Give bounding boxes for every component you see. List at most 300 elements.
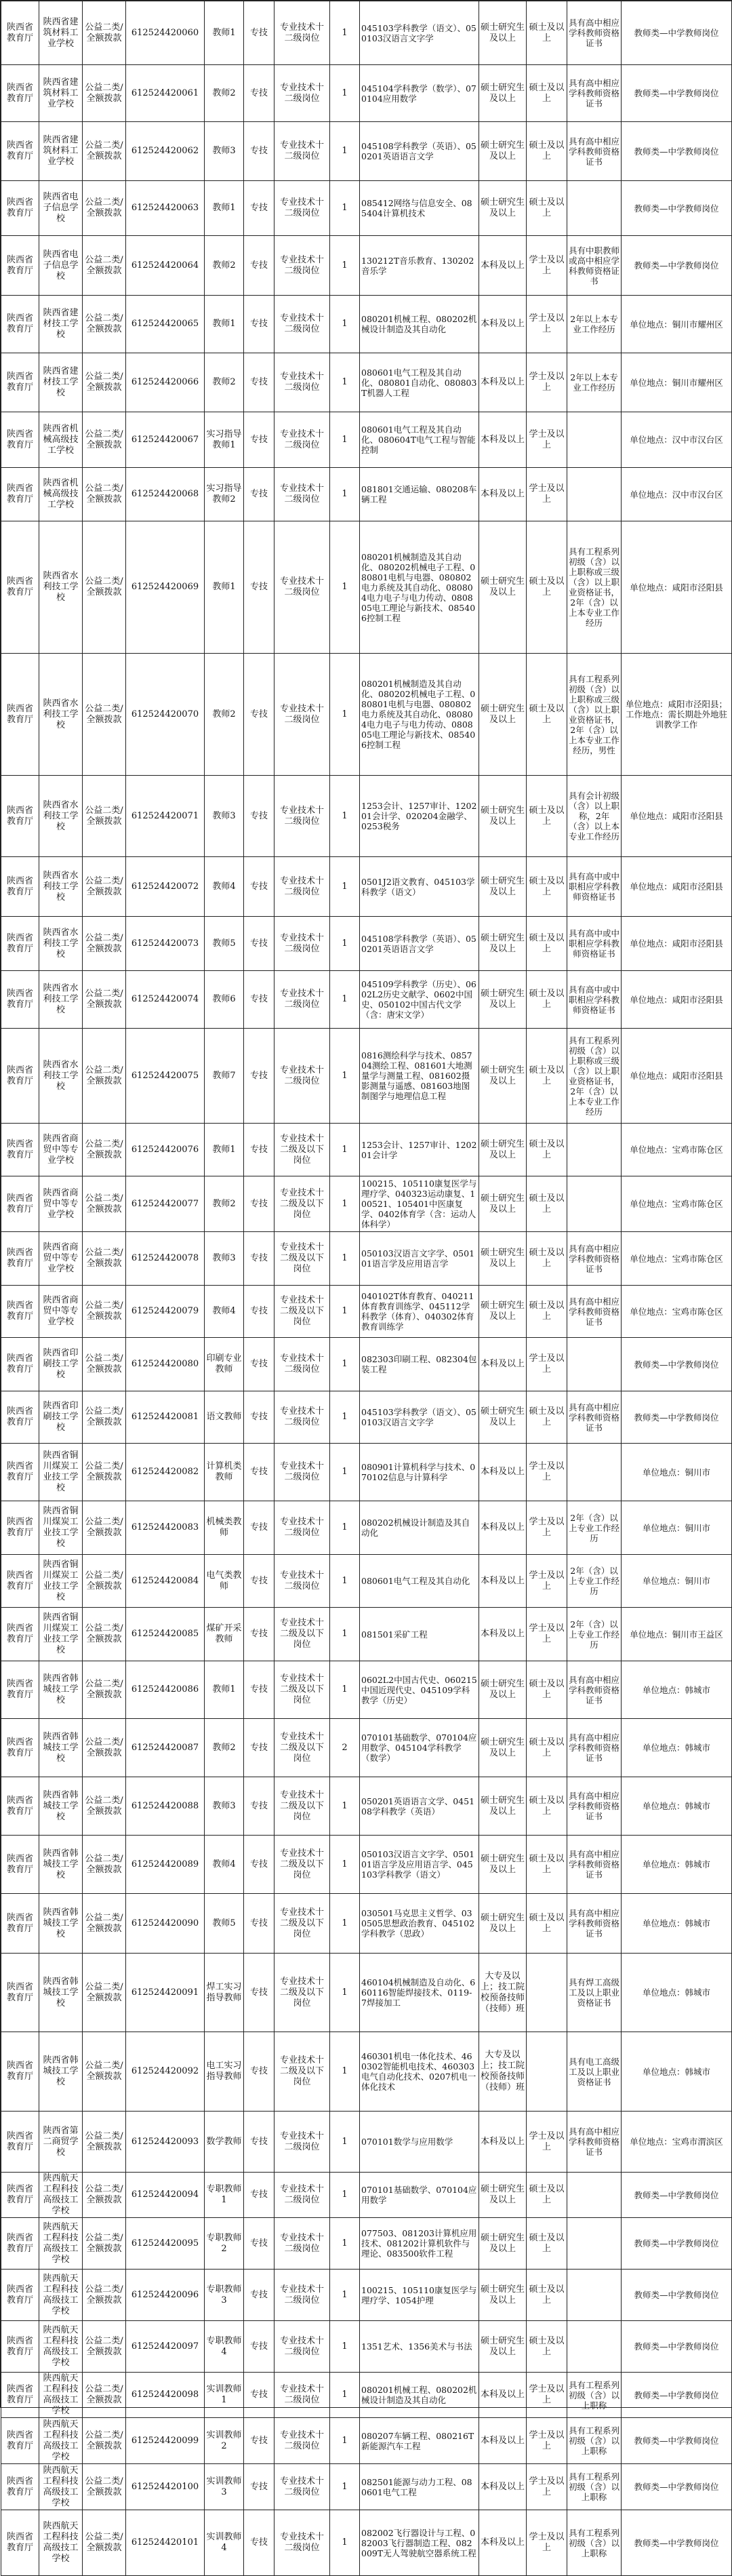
cell-degree: 硕士及以上 [527,971,567,1029]
cell-code: 612524420062 [126,122,205,181]
cell-level: 专业技术十二级及以下岗位 [274,1954,330,2032]
cell-code: 612524420092 [126,2032,205,2112]
cell-nature: 公益二类/全额拨款 [83,353,126,412]
cell-remark: 单位地点：咸阳市泾阳县 [622,521,732,654]
cell-count: 1 [330,2464,360,2510]
cell-unit: 陕西省韩城技工学校 [39,1836,83,1894]
cell-post: 实训教师3 [205,2464,244,2510]
cell-nature: 公益二类/全额拨款 [83,122,126,181]
cell-level: 专业技术十二级岗位 [274,65,330,122]
cell-dept: 陕西省教育厅 [1,468,39,521]
cell-count: 1 [330,1029,360,1124]
cell-count: 1 [330,1555,360,1608]
cell-level: 专业技术十二级岗位 [274,468,330,521]
cell-remark: 单位地点：铜川市耀州区 [622,296,732,353]
cell-level: 专业技术十二级及以下岗位 [274,1286,330,1338]
cell-major: 070101基础数学、070104应用数学、045104学科教学（数学） [360,1719,479,1777]
cell-major: 082501能源与动力工程、080601电气工程 [360,2464,479,2510]
cell-other: 具有工程系列初级（含）以上职称 [567,2464,622,2510]
cell-post: 专职教师1 [205,2173,244,2218]
cell-nature: 公益二类/全额拨款 [83,1501,126,1555]
cell-category: 专技 [244,857,274,917]
table-row [1,971,732,1029]
cell-remark: 单位地点：咸阳市泾阳县；工作地点：需长期赴外地驻训教学工作 [622,654,732,776]
cell-dept: 陕西省教育厅 [1,1608,39,1661]
cell-other [567,2321,622,2373]
cell-edu: 硕士研究生及以上 [479,1029,527,1124]
cell-category: 专技 [244,1954,274,2032]
cell-category: 专技 [244,1444,274,1501]
cell-nature: 公益二类/全额拨款 [83,1,126,65]
cell-unit: 陕西省水利技工学校 [39,971,83,1029]
cell-category: 专技 [244,2173,274,2218]
cell-remark: 教师类—中学教师岗位 [622,2418,732,2464]
table-row [1,353,732,412]
cell-count: 1 [330,122,360,181]
cell-post: 实习指导教师1 [205,412,244,468]
cell-nature: 公益二类/全额拨款 [83,296,126,353]
cell-nature: 公益二类/全额拨款 [83,2032,126,2112]
cell-unit: 陕西省印刷技工学校 [39,1338,83,1391]
cell-degree: 学士及以上 [527,1338,567,1391]
cell-level: 专业技术十二级岗位 [274,2112,330,2173]
cell-code: 612524420094 [126,2173,205,2218]
cell-dept: 陕西省教育厅 [1,1444,39,1501]
cell-other: 2年（含）以上专业工作经历 [567,1501,622,1555]
cell-other: 具有高中相应学科教师资格证书 [567,1719,622,1777]
cell-degree: 硕士及以上 [527,2173,567,2218]
cell-edu: 硕士研究生及以上 [479,971,527,1029]
cell-degree: 硕士及以上 [527,1029,567,1124]
cell-edu: 本科及以上 [479,1501,527,1555]
cell-degree: 硕士及以上 [527,654,567,776]
cell-category: 专技 [244,1176,274,1232]
cell-post: 教师2 [205,1176,244,1232]
cell-count: 1 [330,2418,360,2464]
cell-category: 专技 [244,1555,274,1608]
cell-other: 具有工程系列初级（含）以上职称或三级（含）以上职业资格证书，2年（含）以上本专业工作经历 [567,1029,622,1124]
cell-unit: 陕西省韩城技工学校 [39,1661,83,1719]
cell-edu: 本科及以上 [479,296,527,353]
cell-other: 具有高中或中职相应学科教师资格证书 [567,857,622,917]
cell-unit: 陕西省铜川煤炭工业技工学校 [39,1555,83,1608]
cell-dept: 陕西省教育厅 [1,296,39,353]
cell-code: 612524420074 [126,971,205,1029]
cell-unit: 陕西航天工程科技高级技工学校 [39,2173,83,2218]
cell-post: 教师1 [205,181,244,236]
cell-remark: 教师类—中学教师岗位 [622,2464,732,2510]
cell-category: 专技 [244,1029,274,1124]
cell-code: 612524420081 [126,1391,205,1444]
cell-level: 专业技术十二级岗位 [274,1501,330,1555]
cell-level: 专业技术十二级及以下岗位 [274,1777,330,1836]
cell-post: 计算机类教师 [205,1444,244,1501]
cell-level: 专业技术十二级岗位 [274,776,330,857]
cell-category: 专技 [244,296,274,353]
cell-dept: 陕西省教育厅 [1,1661,39,1719]
cell-level: 专业技术十二级岗位 [274,296,330,353]
cell-count: 1 [330,521,360,654]
cell-dept: 陕西省教育厅 [1,2032,39,2112]
cell-dept: 陕西省教育厅 [1,1338,39,1391]
cell-category: 专技 [244,2510,274,2576]
table-row [1,65,732,122]
cell-category: 专技 [244,122,274,181]
cell-remark: 单位地点：铜川市王益区 [622,1608,732,1661]
cell-nature: 公益二类/全额拨款 [83,1124,126,1176]
cell-count: 1 [330,2321,360,2373]
cell-count: 1 [330,1661,360,1719]
cell-edu: 硕士研究生及以上 [479,1286,527,1338]
cell-post: 电气类教师 [205,1555,244,1608]
cell-edu: 本科及以上 [479,353,527,412]
cell-nature: 公益二类/全额拨款 [83,181,126,236]
cell-remark: 单位地点：咸阳市泾阳县 [622,857,732,917]
cell-level: 专业技术十二级岗位 [274,1555,330,1608]
cell-nature: 公益二类/全额拨款 [83,412,126,468]
cell-edu: 本科及以上 [479,1555,527,1608]
cell-count: 1 [330,412,360,468]
cell-post: 实训教师1 [205,2373,244,2418]
table-row [1,1,732,65]
cell-remark: 单位地点：宝鸡市陈仓区 [622,1286,732,1338]
cell-major: 045108学科教学（英语）、050201英语语言文学 [360,917,479,971]
cell-unit: 陕西省水利技工学校 [39,654,83,776]
cell-code: 612524420083 [126,1501,205,1555]
cell-dept: 陕西省教育厅 [1,2270,39,2321]
table-row [1,1608,732,1661]
cell-unit: 陕西省韩城技工学校 [39,1719,83,1777]
cell-level: 专业技术十二级岗位 [274,857,330,917]
cell-level: 专业技术十二级岗位 [274,521,330,654]
cell-dept: 陕西省教育厅 [1,2112,39,2173]
cell-code: 612524420072 [126,857,205,917]
cell-remark: 教师类—中学教师岗位 [622,1338,732,1391]
cell-code: 612524420085 [126,1608,205,1661]
cell-degree: 硕士及以上 [527,1391,567,1444]
cell-unit: 陕西航天工程科技高级技工学校 [39,2510,83,2576]
cell-post: 教师1 [205,521,244,654]
cell-dept: 陕西省教育厅 [1,65,39,122]
cell-other: 具有高中相应学科教师资格证书 [567,1661,622,1719]
cell-code: 612524420071 [126,776,205,857]
table-row [1,1501,732,1555]
cell-post: 教师2 [205,236,244,296]
cell-major: 0816测绘科学与技术、085704测绘工程、081601大地测量学与测量工程、081602摄影测量与遥感、081603地图制图学与地理信息工程 [360,1029,479,1124]
cell-degree: 学士及以上 [527,2112,567,2173]
cell-remark: 教师类—中学教师岗位 [622,2218,732,2270]
cell-category: 专技 [244,2321,274,2373]
cell-level: 专业技术十二级岗位 [274,412,330,468]
cell-dept: 陕西省教育厅 [1,2373,39,2418]
cell-category: 专技 [244,654,274,776]
cell-code: 612524420076 [126,1124,205,1176]
cell-post: 煤矿开采教师 [205,1608,244,1661]
cell-count: 1 [330,468,360,521]
cell-nature: 公益二类/全额拨款 [83,654,126,776]
cell-dept: 陕西省教育厅 [1,181,39,236]
cell-degree: 学士及以上 [527,353,567,412]
cell-level: 专业技术十二级及以下岗位 [274,1836,330,1894]
cell-unit: 陕西省水利技工学校 [39,857,83,917]
cell-category: 专技 [244,2418,274,2464]
cell-dept: 陕西省教育厅 [1,917,39,971]
cell-unit: 陕西省水利技工学校 [39,776,83,857]
table-row [1,2270,732,2321]
cell-major: 100215、105110康复医学与理疗学、040323运动康复、100521、105401中医康复学、0402体育学（含：运动人体科学） [360,1176,479,1232]
table-row [1,1555,732,1608]
cell-nature: 公益二类/全额拨款 [83,1954,126,2032]
cell-edu: 硕士研究生及以上 [479,1777,527,1836]
cell-nature: 公益二类/全额拨款 [83,2270,126,2321]
cell-remark: 教师类—中学教师岗位 [622,122,732,181]
cell-nature: 公益二类/全额拨款 [83,1608,126,1661]
cell-edu: 本科及以上 [479,2112,527,2173]
cell-nature: 公益二类/全额拨款 [83,2218,126,2270]
cell-code: 612524420082 [126,1444,205,1501]
cell-nature: 公益二类/全额拨款 [83,2373,126,2418]
cell-level: 专业技术十二级及以下岗位 [274,1608,330,1661]
cell-nature: 公益二类/全额拨款 [83,1444,126,1501]
cell-dept: 陕西省教育厅 [1,2510,39,2576]
cell-post: 教师4 [205,1286,244,1338]
cell-code: 612524420086 [126,1661,205,1719]
table-row [1,296,732,353]
cell-other: 具有高中相应学科教师资格证书 [567,1,622,65]
cell-degree [527,1954,567,2032]
cell-edu: 硕士研究生及以上 [479,2321,527,2373]
cell-count: 1 [330,2270,360,2321]
cell-category: 专技 [244,1,274,65]
cell-degree: 硕士及以上 [527,65,567,122]
cell-remark: 教师类—中学教师岗位 [622,1391,732,1444]
table-row [1,1391,732,1444]
cell-dept: 陕西省教育厅 [1,1286,39,1338]
cell-dept: 陕西省教育厅 [1,1555,39,1608]
cell-unit: 陕西省韩城技工学校 [39,2032,83,2112]
cell-post: 焊工实习指导教师 [205,1954,244,2032]
cell-code: 612524420089 [126,1836,205,1894]
cell-category: 专技 [244,1894,274,1954]
table-row [1,1444,732,1501]
table-row [1,1661,732,1719]
cell-other [567,1338,622,1391]
cell-dept: 陕西省教育厅 [1,1124,39,1176]
cell-degree: 学士及以上 [527,2464,567,2510]
cell-unit: 陕西省印刷技工学校 [39,1391,83,1444]
cell-code: 612524420061 [126,65,205,122]
cell-count: 1 [330,917,360,971]
cell-degree: 硕士及以上 [527,917,567,971]
table-row [1,2173,732,2218]
cell-post: 教师3 [205,1232,244,1286]
cell-remark: 单位地点：韩城市 [622,1777,732,1836]
cell-level: 专业技术十二级岗位 [274,122,330,181]
cell-unit: 陕西省铜川煤炭工业技工学校 [39,1444,83,1501]
table-row [1,2418,732,2464]
cell-category: 专技 [244,1391,274,1444]
cell-remark: 教师类—中学教师岗位 [622,2173,732,2218]
cell-major: 100215、105110康复医学与理疗学、1054护理 [360,2270,479,2321]
cell-category: 专技 [244,236,274,296]
cell-edu: 大专及以上；技工院校预备技师（技师）班 [479,1954,527,2032]
cell-post: 教师2 [205,1719,244,1777]
cell-edu: 硕士研究生及以上 [479,521,527,654]
cell-level: 专业技术十二级及以下岗位 [274,1894,330,1954]
cell-post: 教师1 [205,296,244,353]
cell-remark: 单位地点：咸阳市泾阳县 [622,917,732,971]
cell-dept: 陕西省教育厅 [1,1,39,65]
cell-remark: 单位地点：韩城市 [622,1954,732,2032]
cell-count: 1 [330,181,360,236]
cell-edu: 本科及以上 [479,468,527,521]
cell-unit: 陕西省第二商贸学校 [39,2112,83,2173]
cell-category: 专技 [244,2112,274,2173]
cell-code: 612524420100 [126,2464,205,2510]
cell-degree: 学士及以上 [527,1555,567,1608]
cell-edu: 本科及以上 [479,2510,527,2576]
cell-nature: 公益二类/全额拨款 [83,1777,126,1836]
cell-remark: 教师类—中学教师岗位 [622,236,732,296]
cell-category: 专技 [244,1608,274,1661]
cell-count: 1 [330,296,360,353]
cell-level: 专业技术十二级岗位 [274,1444,330,1501]
table-row [1,1029,732,1124]
cell-major: 460104机械制造及自动化、660116智能焊接技术、0119-7焊接加工 [360,1954,479,2032]
cell-major: 130212T音乐教育、130202音乐学 [360,236,479,296]
cell-nature: 公益二类/全额拨款 [83,2510,126,2576]
cell-dept: 陕西省教育厅 [1,521,39,654]
cell-other: 具有工程系列初级（含）以上职称或三级（含）以上职业资格证书，2年（含）以上本专业工作经历 [567,521,622,654]
cell-remark: 单位地点：韩城市 [622,1719,732,1777]
cell-degree: 硕士及以上 [527,122,567,181]
cell-post: 语文教师 [205,1391,244,1444]
cell-post: 教师5 [205,1894,244,1954]
cell-nature: 公益二类/全额拨款 [83,1338,126,1391]
cell-nature: 公益二类/全额拨款 [83,971,126,1029]
cell-degree: 学士及以上 [527,468,567,521]
table-row [1,468,732,521]
cell-nature: 公益二类/全额拨款 [83,1894,126,1954]
cell-major: 070101基础数学、070104应用数学 [360,2173,479,2218]
cell-major: 045103学科教学（语文）、050103汉语言文字学 [360,1,479,65]
cell-category: 专技 [244,1661,274,1719]
cell-degree: 学士及以上 [527,2373,567,2418]
cell-degree [527,2032,567,2112]
cell-major: 081501采矿工程 [360,1608,479,1661]
table-row [1,1124,732,1176]
cell-count: 1 [330,1777,360,1836]
cell-remark: 单位地点：韩城市 [622,1661,732,1719]
cell-other [567,1124,622,1176]
cell-major: 082002飞行器设计与工程、082003飞行器制造工程、082009T无人驾驶航空器系统工程 [360,2510,479,2576]
cell-level: 专业技术十二级岗位 [274,236,330,296]
cell-dept: 陕西省教育厅 [1,654,39,776]
cell-remark: 单位地点：咸阳市泾阳县 [622,971,732,1029]
cell-nature: 公益二类/全额拨款 [83,857,126,917]
cell-post: 教师4 [205,1836,244,1894]
cell-code: 612524420073 [126,917,205,971]
cell-category: 专技 [244,65,274,122]
cell-category: 专技 [244,971,274,1029]
cell-level: 专业技术十二级岗位 [274,1029,330,1124]
cell-degree: 学士及以上 [527,412,567,468]
cell-edu: 硕士研究生及以上 [479,857,527,917]
cell-count: 1 [330,2218,360,2270]
cell-edu: 硕士研究生及以上 [479,65,527,122]
cell-dept: 陕西省教育厅 [1,776,39,857]
cell-unit: 陕西省水利技工学校 [39,521,83,654]
cell-degree: 硕士及以上 [527,181,567,236]
cell-post: 电工实习指导教师 [205,2032,244,2112]
cell-degree: 硕士及以上 [527,1,567,65]
cell-degree: 学士及以上 [527,2418,567,2464]
cell-level: 专业技术十二级岗位 [274,2510,330,2576]
cell-major: 080201机械制造及其自动化、080202机械电子工程、080801电机与电器、080802电力系统及其自动化、080804电力电子与电力传动、080805电工理论与新技术、085406控制工程 [360,654,479,776]
cell-unit: 陕西省水利技工学校 [39,1029,83,1124]
cell-count: 1 [330,1608,360,1661]
cell-major: 045103学科教学（语文）、050103汉语言文字学 [360,1391,479,1444]
cell-count: 1 [330,1501,360,1555]
cell-post: 教师2 [205,353,244,412]
cell-post: 实训教师2 [205,2418,244,2464]
cell-count: 1 [330,857,360,917]
cell-other: 具有电工高级工及以上职业资格证书 [567,2032,622,2112]
table-row [1,2112,732,2173]
cell-major: 045109学科教学（历史）、0602L2历史文献学、0602中国史、050102中国古代文学（含：唐宋文学） [360,971,479,1029]
cell-category: 专技 [244,2270,274,2321]
cell-other: 具有工程系列初级（含）以上职称或三级（含）以上职业资格证书，2年（含）以上本专业工作经历，男性 [567,654,622,776]
cell-major: 080601电气工程及其自动化、080801自动化、080803T机器人工程 [360,353,479,412]
cell-major: 050201英语语言文学、045108学科教学（英语） [360,1777,479,1836]
cell-degree: 硕士及以上 [527,2321,567,2373]
cell-nature: 公益二类/全额拨款 [83,2173,126,2218]
cell-category: 专技 [244,181,274,236]
cell-degree: 学士及以上 [527,2510,567,2576]
cell-major: 085412网络与信息安全、085404计算机技术 [360,181,479,236]
cell-remark: 教师类—中学教师岗位 [622,2270,732,2321]
cell-code: 612524420065 [126,296,205,353]
cell-code: 612524420075 [126,1029,205,1124]
cell-other: 具有高中相应学科教师资格证书 [567,1391,622,1444]
cell-major: 070101数学与应用数学 [360,2112,479,2173]
cell-unit: 陕西航天工程科技高级技工学校 [39,2270,83,2321]
cell-post: 机械类教师 [205,1501,244,1555]
cell-remark: 单位地点：铜川市 [622,1501,732,1555]
cell-nature: 公益二类/全额拨款 [83,468,126,521]
cell-remark: 单位地点：韩城市 [622,1894,732,1954]
cell-nature: 公益二类/全额拨款 [83,1661,126,1719]
cell-code: 612524420087 [126,1719,205,1777]
cell-level: 专业技术十二级岗位 [274,654,330,776]
cell-remark: 教师类—中学教师岗位 [622,2510,732,2576]
cell-count: 1 [330,1286,360,1338]
cell-unit: 陕西省建材技工学校 [39,353,83,412]
cell-code: 612524420063 [126,181,205,236]
cell-unit: 陕西航天工程科技高级技工学校 [39,2464,83,2510]
cell-code: 612524420097 [126,2321,205,2373]
cell-remark: 教师类—中学教师岗位 [622,181,732,236]
cell-remark: 单位地点：宝鸡市陈仓区 [622,1232,732,1286]
cell-nature: 公益二类/全额拨款 [83,521,126,654]
cell-code: 612524420093 [126,2112,205,2173]
cell-code: 612524420064 [126,236,205,296]
table-row [1,1232,732,1286]
cell-post: 教师4 [205,857,244,917]
cell-major: 080201机械工程、080202机械设计制造及其自动化 [360,296,479,353]
table-row [1,236,732,296]
cell-major: 1253会计、1257审计、120201会计学 [360,1124,479,1176]
